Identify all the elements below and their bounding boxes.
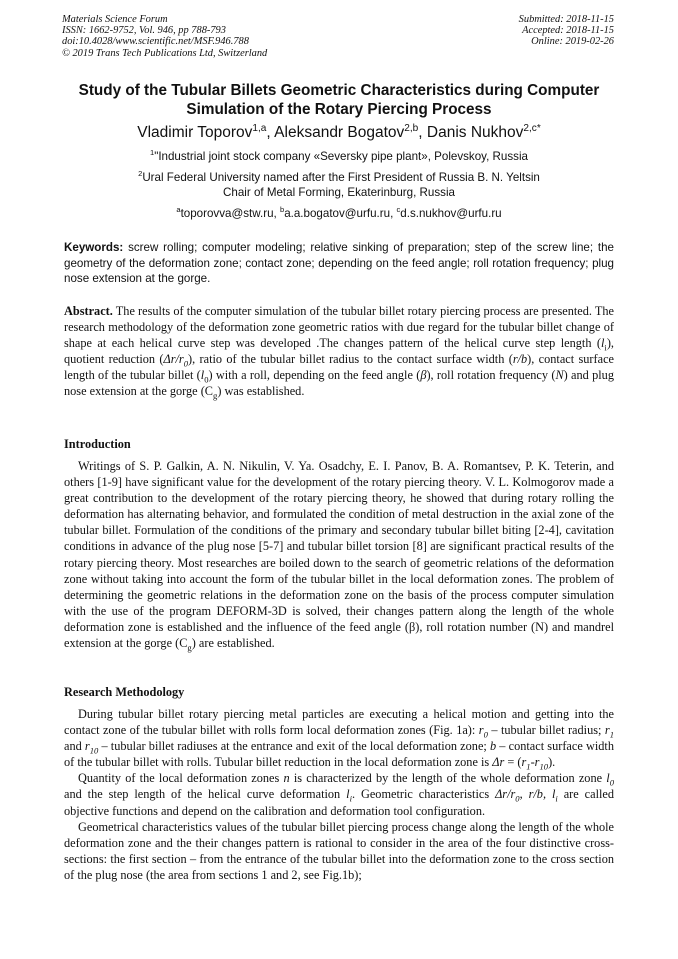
journal-name: Materials Science Forum bbox=[62, 14, 168, 25]
keywords-section bbox=[64, 240, 614, 287]
paragraph: Quantity of the local deformation zones n is characterized by the length of the whole deformation zone $l_0$ and the step length of the helical curve deformation $l_i$. Geometric characteristics $\Delta r/r_0$, r/b, $l_i$ are called objective functions and depend on the calibration and deformation tool configuration. bbox=[64, 771, 615, 818]
dates-header bbox=[519, 14, 614, 48]
paper-title bbox=[50, 82, 628, 119]
email-link[interactable]: $^c$d.s.nukhov@urfu.ru bbox=[396, 205, 502, 220]
accepted-date: Accepted: 2018-11-15 bbox=[522, 25, 614, 37]
methodology-body bbox=[64, 706, 614, 883]
paragraph: During tubular billet rotary piercing metal particles are executing a helical motion and getting into the contact zone of the tubular billet with rolls form local deformation zones (Fig. 1a): $r_0$ – tubular billet radius; $r_1$ and $r_{10}$ – tubular billet radiuses at the entrance and exit of the local deformation zone; b – contact surface width of the tubular billet with rolls. Tubular billet reduction in the local deformation zone is $\Delta r = (r_1-r_{10})$. bbox=[64, 707, 614, 772]
author: Aleksandr Bogatov$^{2,b}$, bbox=[274, 122, 427, 141]
affiliation-1: $^1$"Industrial joint stock company «Seversky pipe plant», Polevskoy, Russia bbox=[150, 148, 528, 163]
title-line-2: Simulation of the Rotary Piercing Process bbox=[186, 100, 492, 118]
author: Vladimir Toporov$^{1,a}$, bbox=[137, 122, 275, 141]
abstract-section: Abstract. The results of the computer simulation of the tubular billet rotary piercing process are presented. The research methodology of the deformation zone geometric ratios with due regard for the tubular billet change of shape at each helical curve step was developed .The changes pattern of the helical curve step length $(l_i)$, quotient reduction $(\Delta r/r_0)$, ratio of the tubular billet radius to the contact surface width (r/b), contact surface length of the tubular billet $(l_0)$ with a roll, depending on the feed angle (β), roll rotation frequency (N) and plug nose extension at the gorge $(C_g)$ was established. bbox=[64, 304, 615, 401]
author-list bbox=[50, 123, 628, 142]
affiliation-2: $^2$Ural Federal University named after the First President of Russia B. N. Yeltsin Chair of Metal Forming, Ekaterinburg, Russia bbox=[138, 169, 540, 199]
author-emails: $^a$toporovva@stw.ru, $^b$a.a.bogatov@urfu.ru, $^c$d.s.nukhov@urfu.ru bbox=[176, 205, 502, 220]
introduction-body: Writings of S. P. Galkin, A. N. Nikulin, V. Ya. Osadchy, E. I. Panov, B. A. Romantsev, P. K. Teterin, and others [1-9] have significant value for the development of the rotary piercing theory. V. L. Kolmogorov made a great contribution to the development of the rotary piercing theory, he showed that during rotary rolling the deformation has alternating behavior, and formulated the condition of metal destruction in the axial zone of the tubular billet. Formulation of the conditions of the primary and secondary tubular billet biting [2-4], cavitation conditions in advance of the plug nose [5-7] and tubular billet torsion [8] are significant practical results of the rotary piercing theory. Most researches are boiled down to the search of geometric relations of the deformation zone without taking into account the form of the tubular billet in the local deformation zones. The problem of determining the geometric relations in the deformation zone on the basis of the process computer simulation with the use of the program DEFORM-3D is solved, their changes pattern along the length of the whole deformation zone is established and the influence of the feed angle (β), roll rotation number (N) and mandrel extension at the gorge $(C_g)$ are established. bbox=[64, 459, 614, 653]
online-date: Online: 2019-02-26 bbox=[531, 36, 614, 48]
email-link[interactable]: $^a$toporovva@stw.ru bbox=[176, 205, 274, 220]
section-heading-introduction: Introduction bbox=[64, 437, 131, 451]
copyright-line: © 2019 Trans Tech Publications Ltd, Switzerland bbox=[62, 47, 268, 59]
email-link[interactable]: $^b$a.a.bogatov@urfu.ru bbox=[279, 205, 391, 220]
paragraph: Geometrical characteristics values of the tubular billet piercing process change along the length of the whole deformation zone and the their changes pattern is rational to consider in the area of the four distinctive cross-sections: the first section – from the entrance of the tubular billet into the deformation zone to the cross section of the plug nose (the area from sections 1 and 2, see Fig.1b); bbox=[64, 819, 614, 882]
issn-line: ISSN: 1662-9752, Vol. 946, pp 788-793 bbox=[62, 25, 226, 37]
doi-line: doi:10.4028/www.scientific.net/MSF.946.788 bbox=[62, 36, 249, 48]
section-heading-methodology: Research Methodology bbox=[64, 685, 185, 699]
keywords-text: screw rolling; computer modeling; relative sinking of preparation; step of the screw line; the geometry of the deformation zone; contact zone; depending on the feed angle; roll rotation frequency; plug nose extension at the gorge. bbox=[64, 241, 614, 285]
submitted-date: Submitted: 2018-11-15 bbox=[518, 14, 614, 25]
abstract-label: Abstract. bbox=[64, 304, 113, 318]
journal-header bbox=[62, 14, 267, 59]
title-line-1: Study of the Tubular Billets Geometric Characteristics during Computer bbox=[78, 82, 600, 99]
keywords-label: Keywords: bbox=[64, 241, 124, 254]
author: Danis Nukhov$^{2,c*}$ bbox=[426, 122, 541, 141]
